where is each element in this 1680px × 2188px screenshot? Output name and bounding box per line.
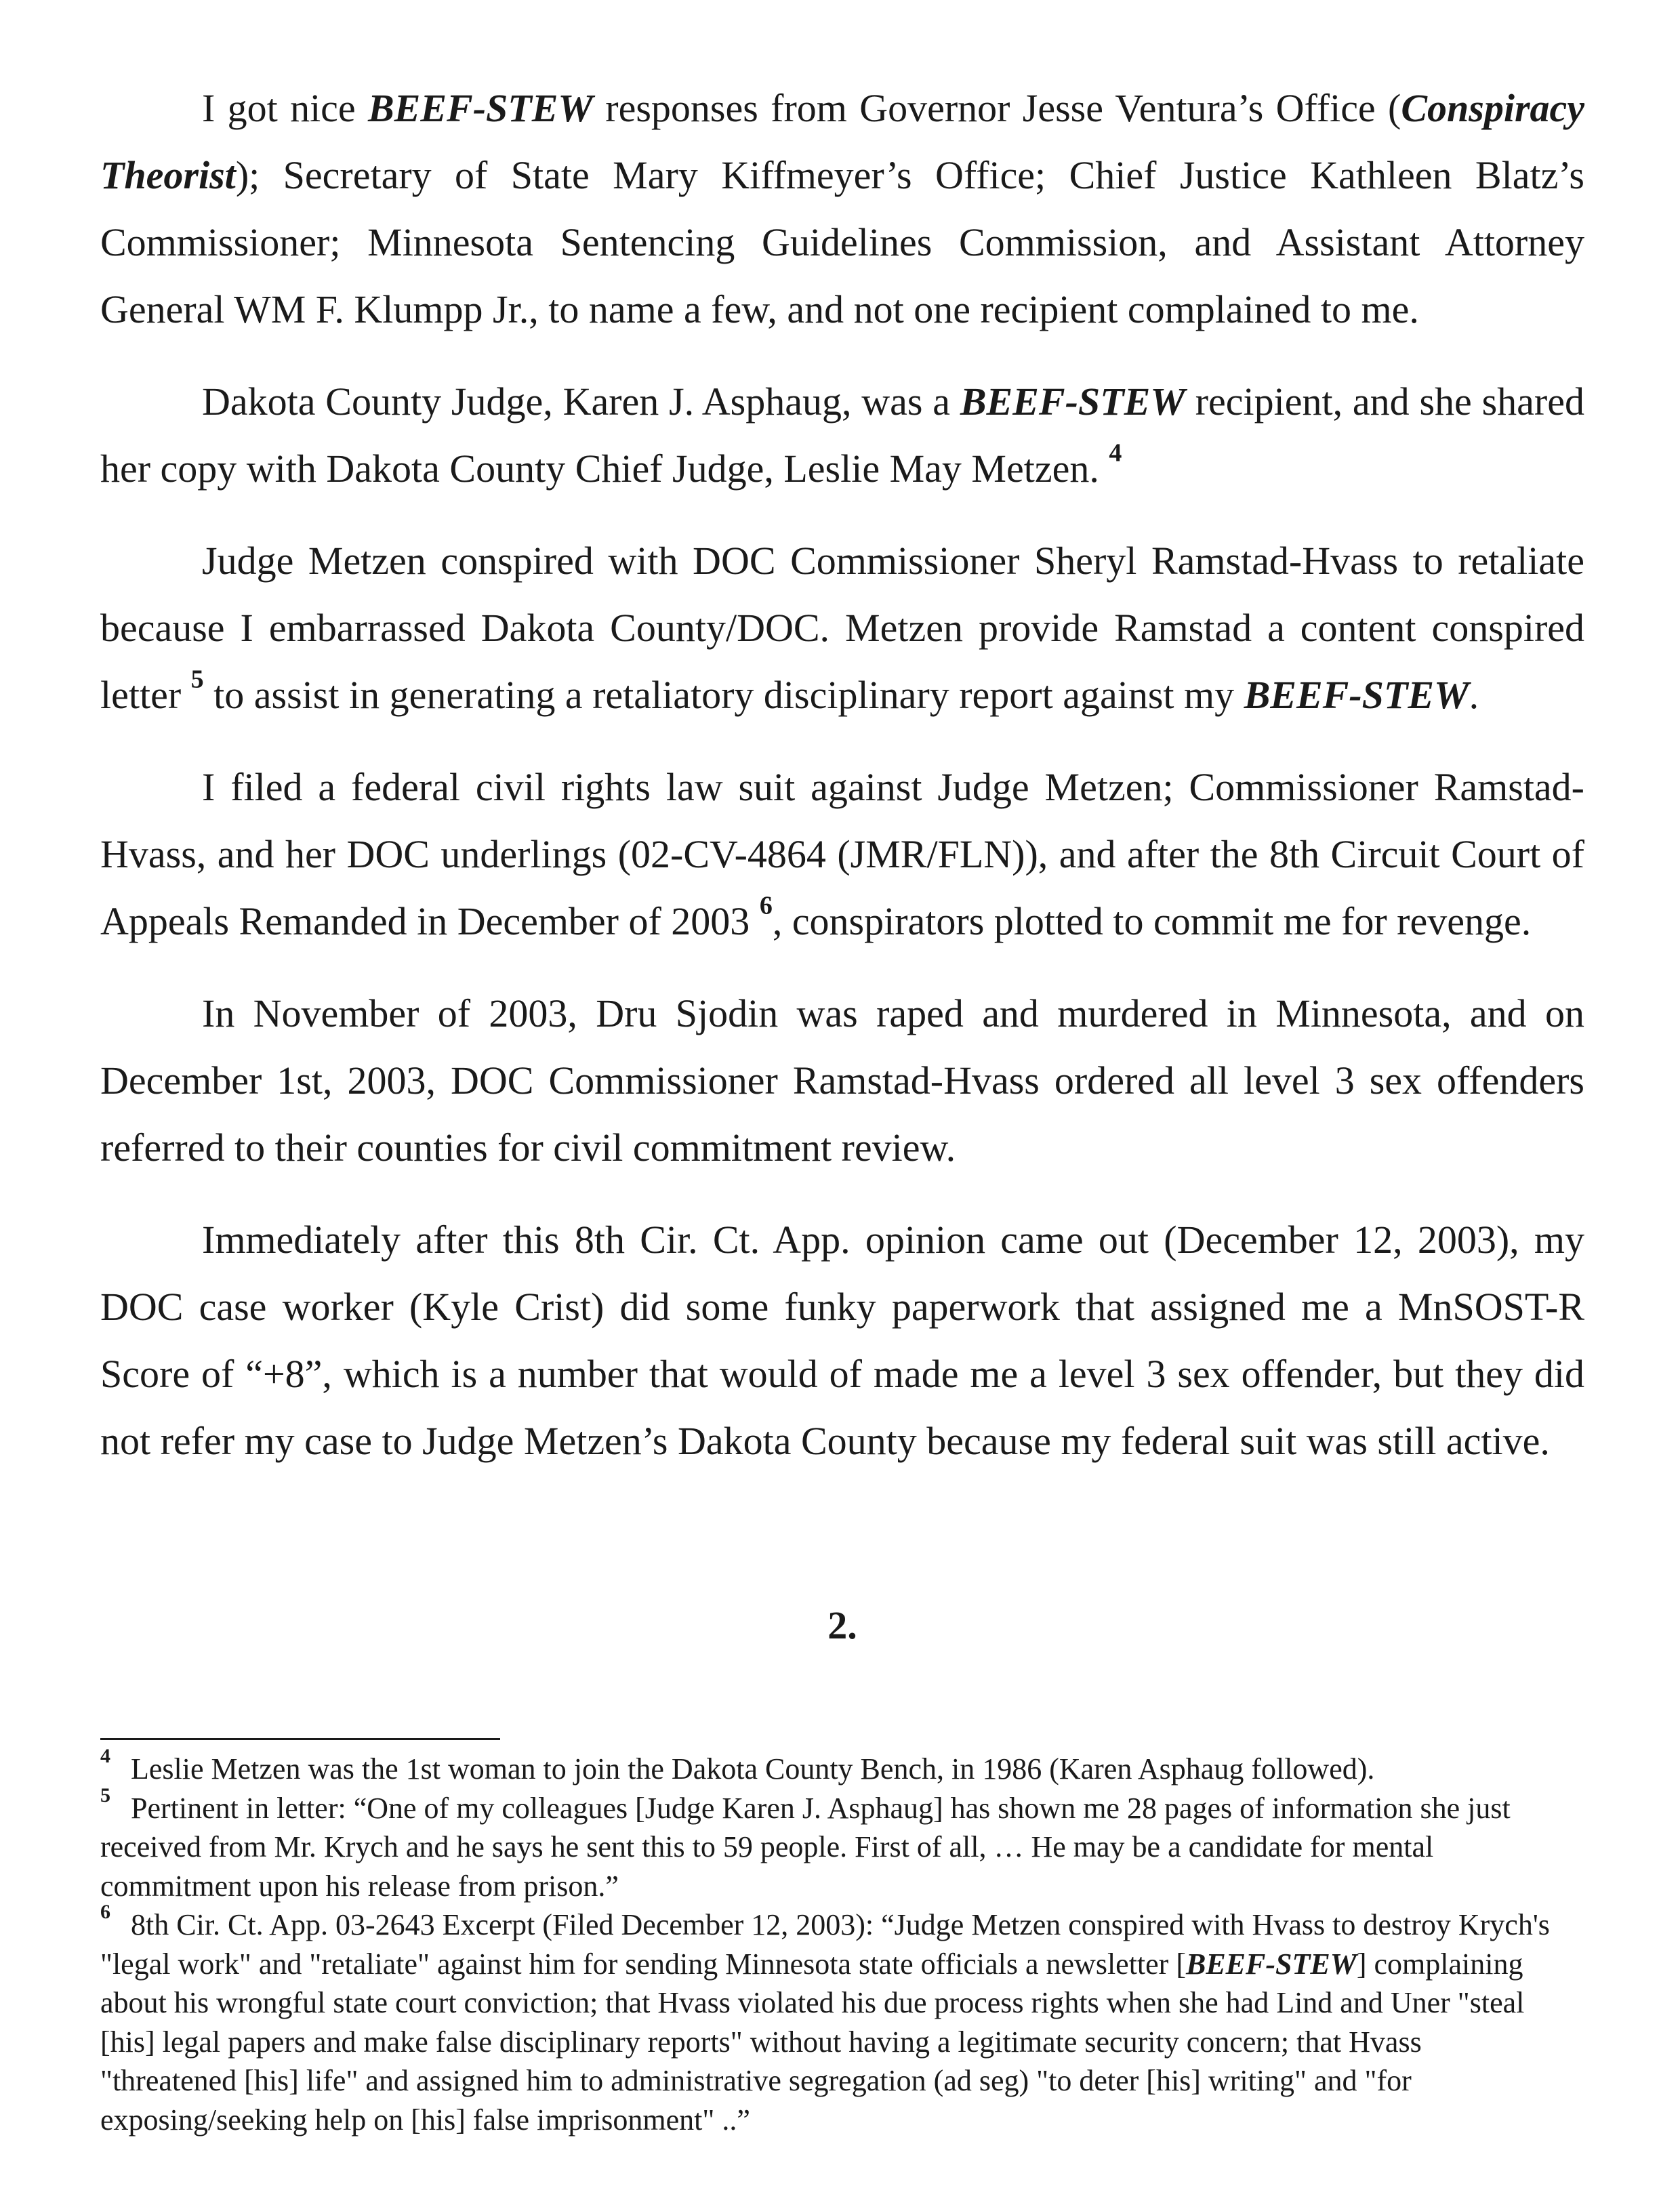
footnote-number: 4 [100,1745,110,1767]
footnote-text: Pertinent in letter: “One of my colleagues [Judge Karen J. Asphaug] has shown me 28 pages of information she just received from Mr. Krych and he says he sent this to 59 people. First of all, … He may be a candidate for mental commitment upon his release from prison.” [100,1791,1511,1903]
footnote-text: Leslie Metzen was the 1st woman to join the Dakota County Bench, in 1986 (Karen Asphaug followed). [131,1752,1375,1786]
footnote-4 [100,1745,1557,1789]
text-run: Judge Metzen conspired with DOC Commissioner Sheryl Ramstad-Hvass to retaliate because I embarrassed Dakota County/DOC. Metzen provide Ramstad a content conspired letter [100,539,1584,717]
beef-stew-emphasis: BEEF-STEW [1244,673,1469,717]
footnote-text: 8th Cir. Ct. App. 03-2643 Excerpt (Filed December 12, 2003): “Judge Metzen conspired with Hvass to destroy Krych's "legal work" and "retaliate" against him for sending Minnesota state officials a newsletter [ [100,1908,1550,1981]
text-run: Immediately after this 8th Cir. Ct. App. opinion came out (December 12, 2003), my DOC case worker (Kyle Crist) did some funky paperwork that assigned me a MnSOST-R Score of “+8”, which is a number that would of made me a level 3 sex offender, but they did not refer my case to Judge Metzen’s Dakota County because my federal suit was still active. [100,1218,1584,1463]
footnote-number: 6 [100,1901,110,1923]
beef-stew-emphasis: BEEF-STEW [1185,1947,1357,1981]
paragraph-4 [100,754,1584,955]
text-run: ); Secretary of State Mary Kiffmeyer’s Office; Chief Justice Kathleen Blatz’s Commissioner; Minnesota Sentencing Guidelines Commission, and Assistant Attorney General WM F. Klumpp Jr., to name a few, and not one recipient complained to me. [100,153,1584,331]
footnote-divider [100,1738,500,1740]
paragraph-2 [100,368,1584,502]
conspiracy-theorist-emphasis: Conspiracy Theorist [100,86,1584,197]
page-number: 2. [827,1603,857,1647]
paragraph-3 [100,527,1584,728]
text-run: to assist in generating a retaliatory disciplinary report against my [203,673,1244,717]
footnote-ref-6: 6 [759,891,773,920]
footnote-ref-5: 5 [190,665,204,694]
text-run: . [1469,673,1479,717]
paragraph-6 [100,1206,1584,1474]
footnote-number: 5 [100,1783,110,1807]
paragraph-5 [100,980,1584,1181]
text-run: I got nice [202,86,368,130]
text-run: Dakota County Judge, Karen J. Asphaug, was a [202,379,960,424]
text-run: I filed a federal civil rights law suit against Judge Metzen; Commissioner Ramstad-Hvass, and her DOC underlings (02-CV-4864 (JMR/FLN)), and after the 8th Circuit Court of Appeals Remanded in December of 2003 [100,765,1584,943]
text-run: , conspirators plotted to commit me for revenge. [772,899,1532,943]
document-page [100,75,1584,2137]
text-run: recipient, and she shared her copy with Dakota County Chief Judge, Leslie May Metzen. [100,379,1584,491]
footnote-5 [100,1783,1557,1906]
paragraph-1 [100,75,1584,343]
text-run: responses from Governor Jesse Ventura’s Office ( [592,86,1401,130]
text-run: In November of 2003, Dru Sjodin was raped and murdered in Minnesota, and on December 1st, 2003, DOC Commissioner Ramstad-Hvass ordered all level 3 sex offenders referred to their counties for civil commitment review. [100,991,1584,1170]
footnotes [100,1745,1557,2139]
footnote-6 [100,1901,1557,2139]
footnote-ref-4: 4 [1109,438,1122,468]
beef-stew-emphasis: BEEF-STEW [367,86,593,130]
footnote-text: ] complaining about his wrongful state court conviction; that Hvass violated his due process rights when she had Lind and Uner "steal [his] legal papers and make false disciplinary reports" without having a legitimate security concern; that Hvass "threatened [his] life" and assigned him to administrative segregation (ad seg) "to deter [his] writing" and "for exposing/seeking help on [his] false imprisonment" ..” [100,1947,1525,2137]
beef-stew-emphasis: BEEF-STEW [960,379,1185,424]
